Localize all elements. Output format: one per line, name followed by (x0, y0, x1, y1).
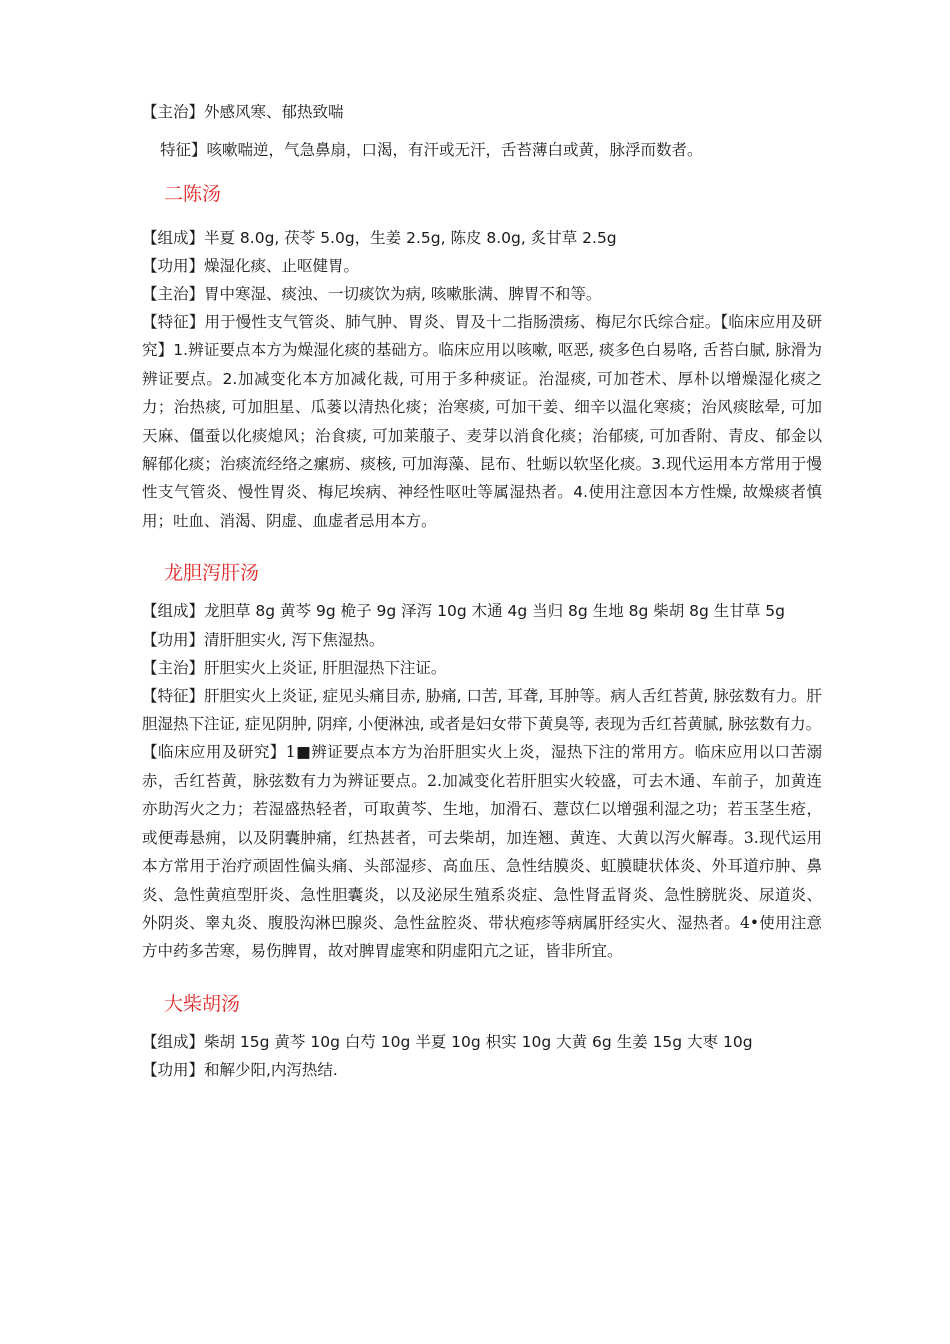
features-line: 特征】咳嗽喘逆，气急鼻扇，口渴，有汗或无汗，舌苔薄白或黄，脉浮而数者。 (160, 141, 703, 159)
document-page (142, 98, 822, 1084)
indication-line: 【主治】外感风寒、郁热致喘 (142, 103, 344, 121)
features-paragraph: 【特征】肝胆实火上炎证, 症见头痛目赤, 胁痛, 口苦, 耳聋, 耳肿等。病人舌红苔黄, 脉弦数有力。肝胆湿热下注证, 症见阴肿, 阴痒, 小便淋浊, 或者是妇女带下黄臭等, 表现为舌红苔黄腻, 脉弦数有力。 (142, 686, 822, 734)
features-paragraph: 【特征】用于慢性支气管炎、肺气肿、胃炎、胃及十二指肠溃疡、梅尼尔氏综合症。【临床应用及研究】1.辨证要点本方为燥湿化痰的基础方。临床应用以咳嗽, 呕恶, 痰多色白易咯, 舌苔白腻, 脉滑为辨证要点。2.加减变化本方加减化裁, 可用于多种痰证。治湿痰, 可加苍术、厚朴以增燥湿化痰之力；治热痰, 可加胆星、瓜蒌以清热化痰；治寒痰, 可加干姜、细辛以温化寒痰；治风痰眩晕, 可加天麻、僵蚕以化痰熄风；治食痰, 可加莱菔子、麦芽以消食化痰；治郁痰, 可加香附、青皮、郁金以解郁化痰；治痰流经络之瘰疬、痰核, 可加海藻、昆布、牡蛎以软坚化痰。3.现代运用本方常用于慢性支气管炎、慢性胃炎、梅尼埃病、神经性呕吐等属湿热者。4.使用注意因本方性燥, 故燥痰者慎用；吐血、消渴、阴虚、血虚者忌用本方。 (142, 313, 822, 530)
function-line: 【功用】燥湿化痰、止呕健胃。 (142, 257, 360, 275)
composition-line: 【组成】半夏 8.0g, 茯苓 5.0g，生姜 2.5g, 陈皮 8.0g, 炙甘草 2.5g (142, 229, 617, 247)
section-title-erchen: 二陈汤 (164, 183, 222, 205)
section-title-longdan: 龙胆泻肝汤 (164, 562, 260, 585)
function-line: 【功用】清肝胆实火, 泻下焦湿热。 (142, 630, 385, 649)
composition-line: 【组成】龙胆草 8g 黄芩 9g 桅子 9g 泽泻 10g 木通 4g 当归 8g 生地 8g 柴胡 8g 生甘草 5g (142, 602, 785, 621)
composition-line: 【组成】柴胡 15g 黄芩 10g 白芍 10g 半夏 10g 枳实 10g 大黄 6g 生姜 15g 大枣 10g (142, 1032, 753, 1051)
indication-line: 【主治】肝胆实火上炎证, 肝胆湿热下注证。 (142, 658, 447, 677)
function-line: 【功用】和解少阳,内泻热结. (142, 1060, 338, 1079)
clinical-paragraph: 【临床应用及研究】1■辨证要点本方为治肝胆实火上炎，湿热下注的常用方。临床应用以口苦溺赤，舌红苔黄，脉弦数有力为辨证要点。2.加减变化若肝胆实火较盛，可去木通、车前子，加黄连亦助泻火之力；若湿盛热轻者，可取黄芩、生地，加滑石、薏苡仁以增强利湿之功；若玉茎生疮，或便毒悬痈，以及阴囊肿痛，红热甚者，可去柴胡，加连翘、黄连、大黄以泻火解毒。3.现代运用本方常用于治疗顽固性偏头痛、头部湿疹、高血压、急性结膜炎、虹膜睫状体炎、外耳道疖肿、鼻炎、急性黄疸型肝炎、急性胆囊炎，以及泌尿生殖系炎症、急性肾盂肾炎、急性膀胱炎、尿道炎、外阴炎、睾丸炎、腹股沟淋巴腺炎、急性盆腔炎、带状疱疹等病属肝经实火、湿热者。4•使用注意方中药多苦寒，易伤脾胃，故对脾胃虚寒和阴虚阳亢之证，皆非所宜。 (142, 743, 822, 961)
section-title-dachaihu: 大柴胡汤 (164, 992, 241, 1015)
indication-line: 【主治】胃中寒湿、痰浊、一切痰饮为病, 咳嗽胀满、脾胃不和等。 (142, 285, 602, 303)
